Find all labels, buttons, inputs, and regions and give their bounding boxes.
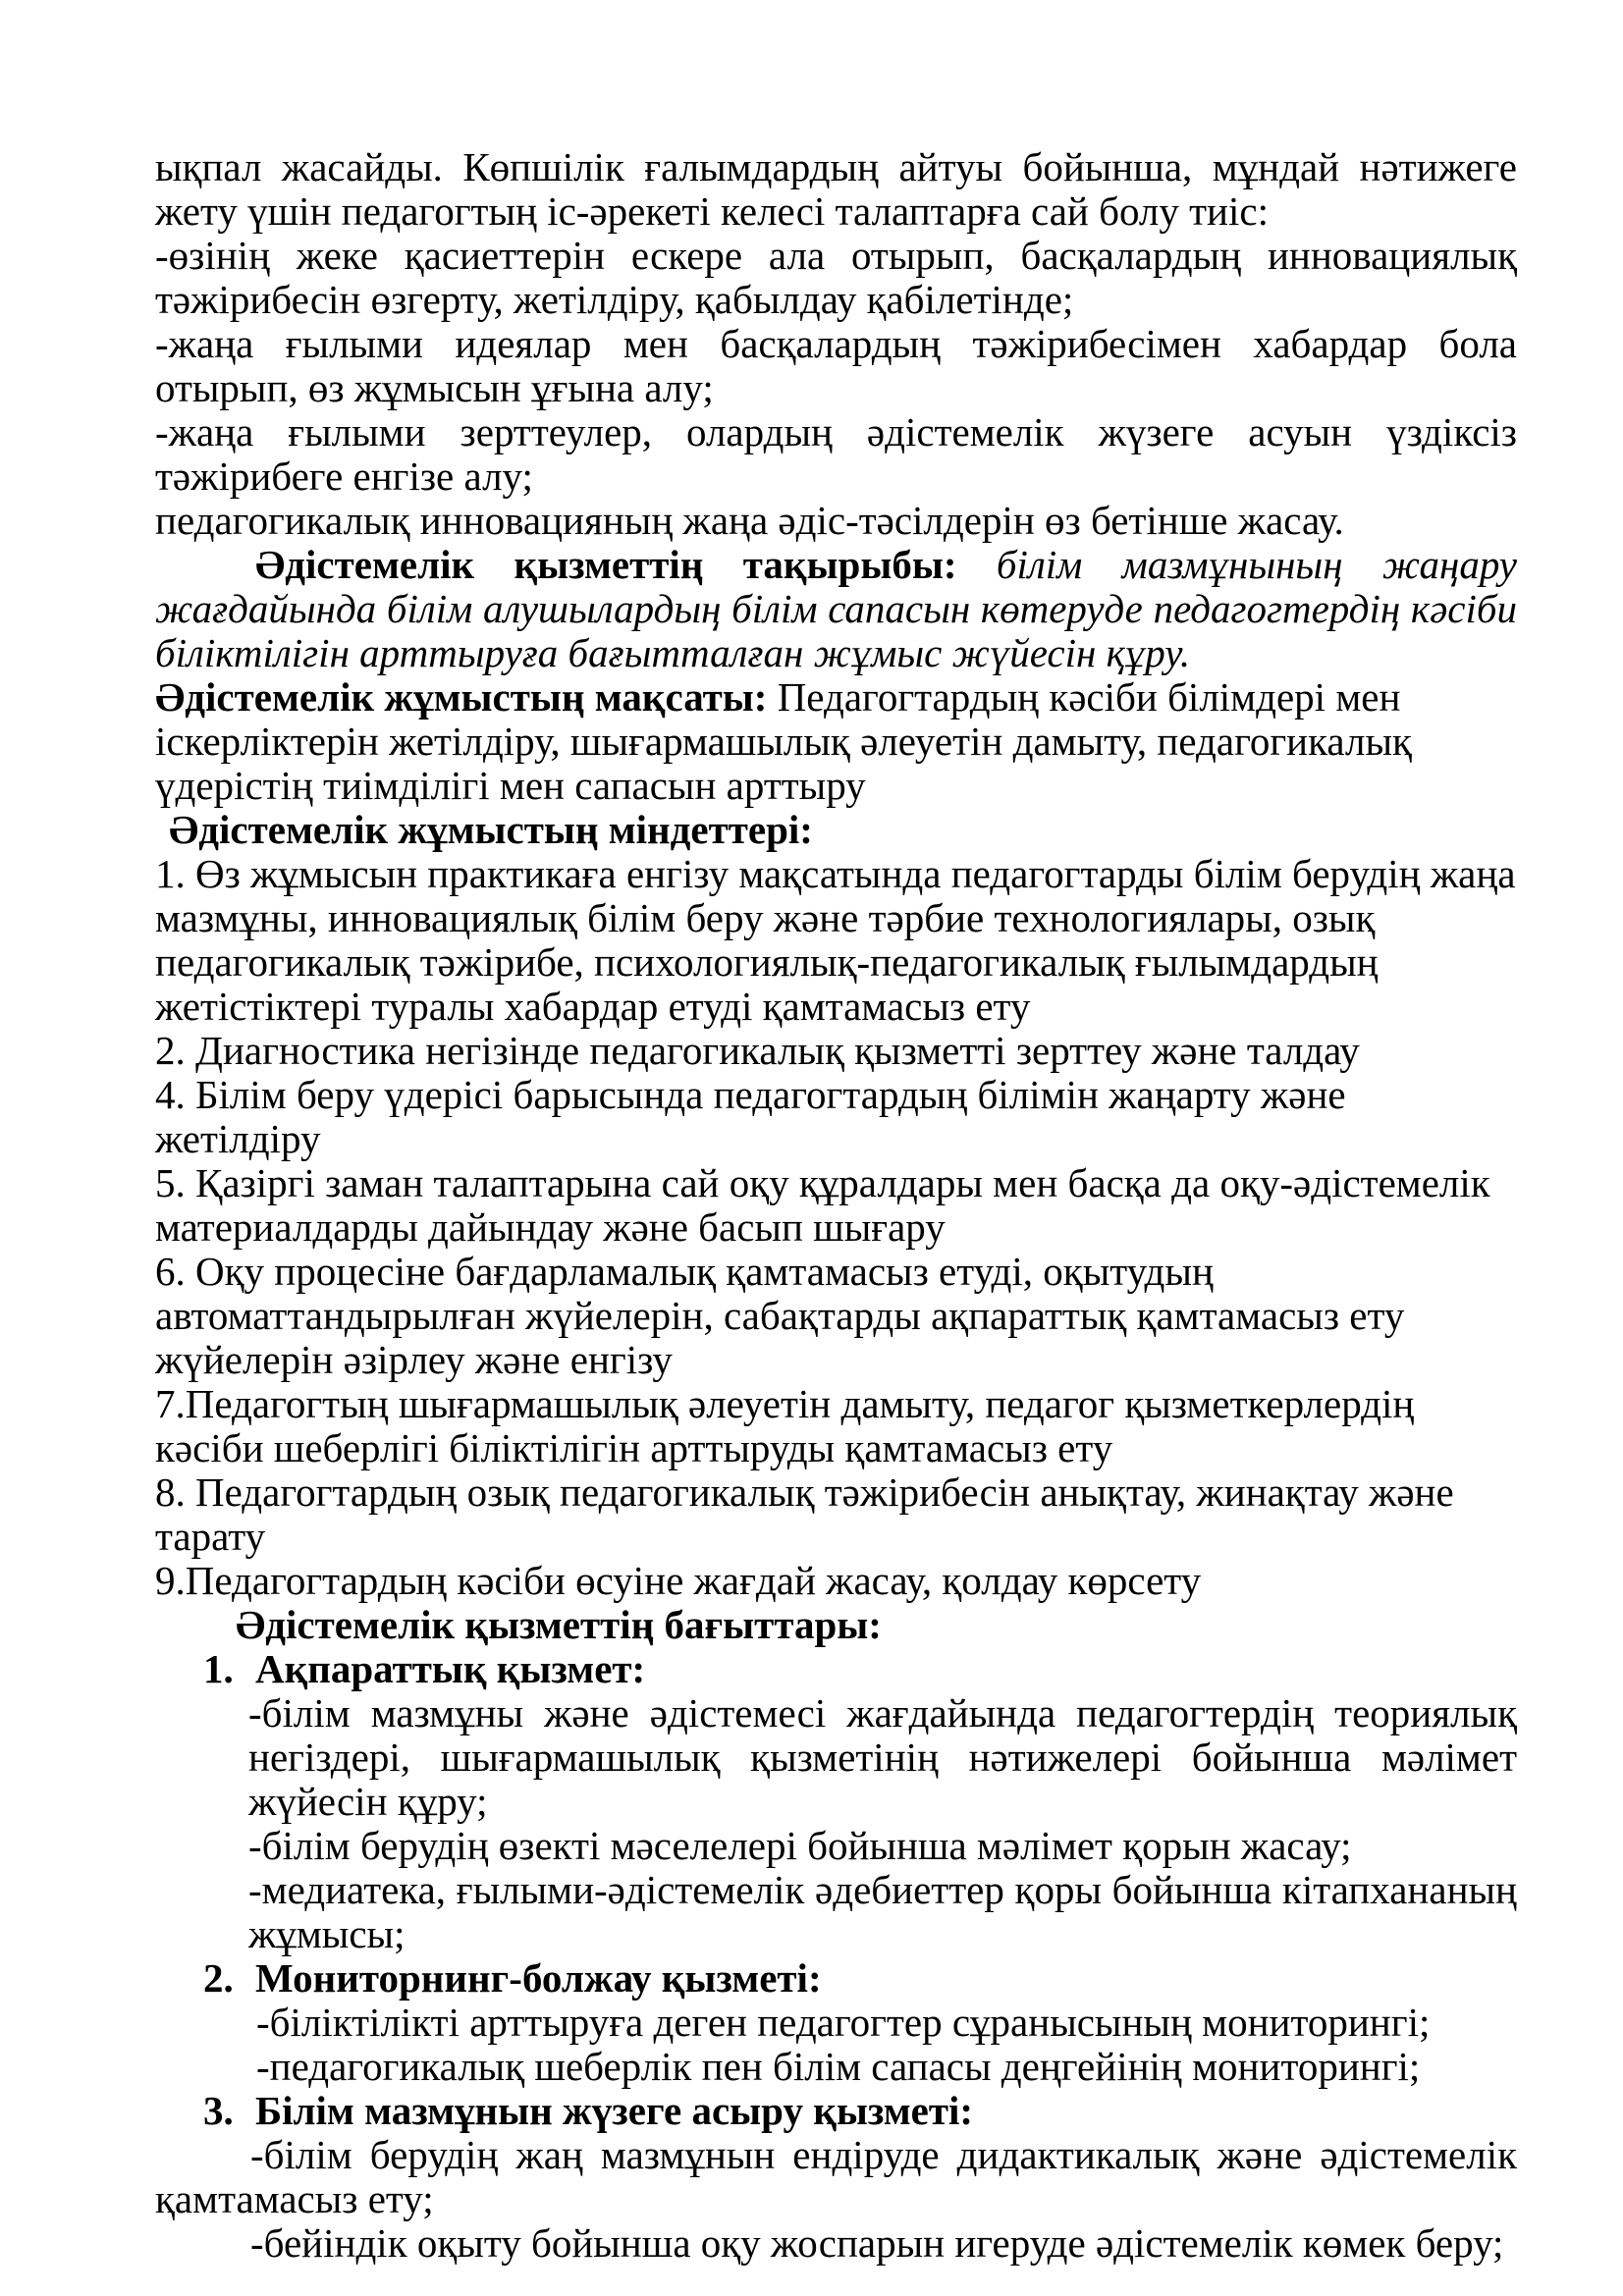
intro-paragraph-4: -жаңа ғылыми зерттеулер, олардың әдістемелік жүзеге асуын үздіксіз тәжірибеге енгізе алу; [155, 409, 1517, 499]
topic-paragraph [155, 543, 1517, 675]
direction-item-2-title: Мониторнинг-болжау қызметі: [255, 1955, 822, 2001]
direction-2-subitem-1: -біліктілікті арттыруға деген педагогтер сұранысының мониторингі; [256, 2000, 1431, 2045]
task-item-3: 4. Білім беру үдерісі барысында педагогтардың білімін жаңарту және жетілдіру [155, 1072, 1346, 1161]
goal-label: Әдістемелік жұмыстың мақсаты: [155, 674, 768, 720]
intro-paragraph-1: ықпал жасайды. Көпшілік ғалымдардың айтуы бойынша, мұндай нәтижеге жету үшін педагогтың іс-әрекеті келесі талаптарға сай болу тиіс: [155, 144, 1517, 234]
goal-paragraph [155, 675, 1517, 808]
intro-paragraph-3: -жаңа ғылыми идеялар мен басқалардың тәжірибесімен хабардар бола отырып, өз жұмысын ұғына алу; [155, 321, 1517, 410]
direction-item-2-number: 2. [203, 1955, 234, 2001]
direction-1-subitem-1: -білім мазмұны және әдістемесі жағдайында педагогтердің теориялық негіздері, шығармашылық қызметінің нәтижелері бойынша мәлімет жүйесін құру; [248, 1690, 1517, 1824]
topic-text: білім мазмұнының жаңару жағдайында білім алушылардың білім сапасын көтеруде педагогтердің кәсіби біліктілігін арттыруға бағытталған жұмыс жүйесін құру. [155, 542, 1517, 675]
direction-1-subitem-2: -білім берудің өзекті мәселелері бойынша мәлімет қорын жасау; [248, 1823, 1352, 1868]
direction-item-3-title: Білім мазмұнын жүзеге асыру қызметі: [255, 2088, 974, 2133]
direction-item-1-title: Ақпараттық қызмет: [255, 1646, 646, 1691]
direction-item-1 [203, 1647, 1517, 1691]
direction-3-subitem-2: -бейіндік оқыту бойынша оқу жоспарын игеруде әдістемелік көмек беру; [250, 2220, 1504, 2266]
directions-heading: Әдістемелік қызметтің бағыттары: [236, 1602, 882, 1647]
task-item-4: 5. Қазіргі заман талаптарына сай оқу құралдары мен басқа да оқу-әдістемелік материалдарды дайындау және басып шығару [155, 1160, 1490, 1250]
intro-paragraph-5: педагогикалық инновацияның жаңа әдіс-тәсілдерін өз бетінше жасау. [155, 498, 1344, 543]
goal-text: Педагогтардың кәсіби білімдері мен іскерліктерін жетілдіру, шығармашылық әлеуетін дамыту, педагогикалық үдерістің тиімділігі мен сапасын арттыру [155, 674, 1412, 808]
direction-1-subitem-3: -медиатека, ғылыми-әдістемелік әдебиеттер қоры бойынша кітапхананың жұмысы; [248, 1867, 1517, 1956]
tasks-heading: Әдістемелік жұмыстың міндеттері: [169, 807, 813, 852]
task-item-6: 7.Педагогтың шығармашылық әлеуетін дамыту, педагог қызметкерлердің кәсіби шеберлігі біліктілігін арттыруды қамтамасыз ету [155, 1381, 1415, 1470]
task-item-2: 2. Диагностика негізінде педагогикалық қызметті зерттеу және талдау [155, 1028, 1360, 1073]
task-item-8: 9.Педагогтардың кәсіби өсуіне жағдай жасау, қолдау көрсету [155, 1558, 1202, 1603]
intro-paragraph-2: -өзінің жеке қасиеттерін ескере ала отырып, басқалардың инновациялық тәжірибесін өзгерту, жетілдіру, қабылдау қабілетінде; [155, 233, 1517, 322]
task-item-1: 1. Өз жұмысын практикаға енгізу мақсатында педагогтарды білім берудің жаңа мазмұны, инновациялық білім беру және тәрбие технологиялары, озық педагогикалық тәжірибе, психологиялық-педагогикалық ғылымдардың жетістіктері туралы хабардар етуді қамтамасыз ету [155, 851, 1516, 1029]
direction-item-3-number: 3. [203, 2088, 234, 2133]
task-item-5: 6. Оқу процесіне бағдарламалық қамтамасыз етуді, оқытудың автоматтандырылған жүйелерін, сабақтарды ақпараттық қамтамасыз ету жүйелерін әзірлеу және енгізу [155, 1249, 1405, 1382]
task-item-7: 8. Педагогтардың озық педагогикалық тәжірибесін анықтау, жинақтау және тарату [155, 1469, 1454, 1559]
direction-3-subitem-1: -білім берудің жаң мазмұнын ендіруде дидактикалық және әдістемелік қамтамасыз ету; [155, 2132, 1517, 2221]
direction-item-2 [203, 1956, 1517, 2001]
direction-item-1-number: 1. [203, 1646, 234, 1691]
direction-2-subitem-2: -педагогикалық шеберлік пен білім сапасы деңгейінің мониторингі; [256, 2044, 1421, 2089]
topic-label: Әдістемелік қызметтің тақырыбы: [255, 542, 957, 587]
direction-item-3 [203, 2089, 1517, 2133]
